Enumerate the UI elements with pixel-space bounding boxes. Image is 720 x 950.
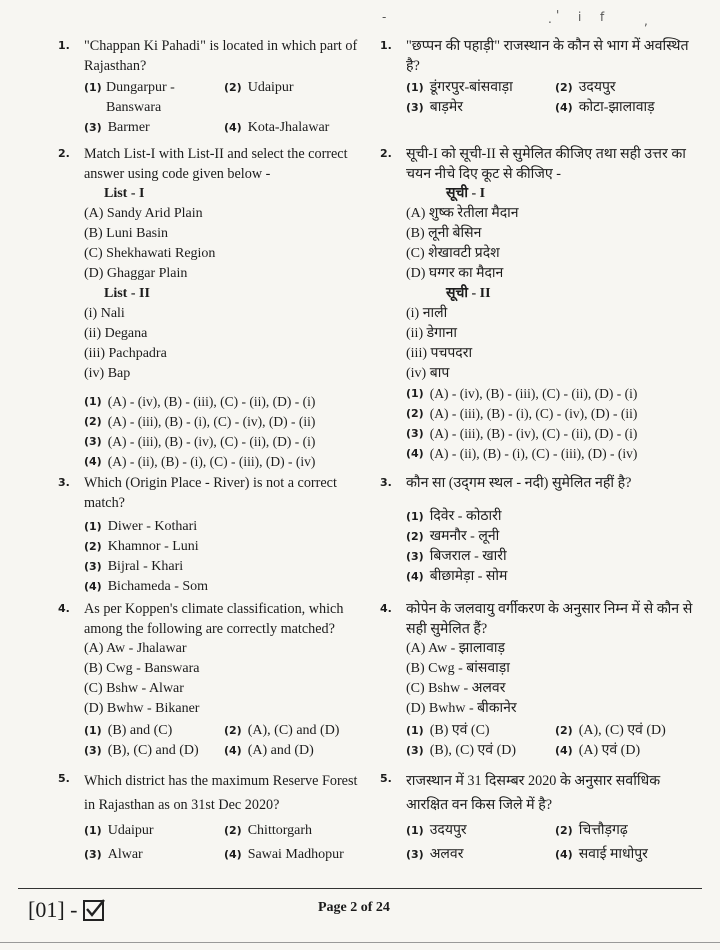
list-2-item: (ii) Degana — [84, 326, 148, 341]
hindi-column — [380, 36, 698, 865]
list-1-item: (B) लूनी बेसिन — [406, 226, 482, 241]
question-number: 1. — [58, 39, 70, 52]
options — [406, 821, 698, 865]
option-2: (2) Khamnor - Luni — [84, 539, 199, 554]
option-1: (1) (B) and (C) — [84, 723, 173, 738]
option-2: (2) (A) - (iii), (B) - (i), (C) - (iv), (D) - (ii) — [406, 406, 638, 421]
list-1-item: (C) शेखावटी प्रदेश — [406, 246, 500, 261]
option-4: (4) सवाई माधोपुर — [555, 847, 648, 862]
option-1: (1) (B) एवं (C) — [406, 723, 490, 738]
options — [406, 78, 698, 118]
option-3: (3) अलवर — [406, 847, 464, 862]
list-1-item: (C) Shekhawati Region — [84, 246, 216, 261]
statement-item: (D) Bwhw - बीकानेर — [406, 701, 517, 716]
question-3-hi — [380, 473, 698, 593]
list-1-item: (D) घग्गर का मैदान — [406, 266, 504, 281]
option-2: (2) (A), (C) and (D) — [224, 723, 340, 738]
question-2-hi — [380, 144, 698, 469]
list-1-item: (A) शुष्क रेतीला मैदान — [406, 206, 519, 221]
question-1-hi — [380, 36, 698, 136]
english-column — [58, 36, 358, 865]
scan-marks: - . ' i f , — [382, 8, 648, 28]
option-2: (2) (A) - (iii), (B) - (i), (C) - (iv), (D) - (ii) — [84, 414, 316, 429]
option-3: (3) (A) - (iii), (B) - (iv), (C) - (ii), (D) - (i) — [406, 426, 638, 441]
statement-item: (B) Cwg - Banswara — [84, 661, 200, 676]
list-1-item: (D) Ghaggar Plain — [84, 266, 188, 281]
question-number: 2. — [380, 147, 392, 160]
option-4: (4) Kota-Jhalawar — [224, 120, 330, 135]
option-3: (3) बिजराल - खारी — [406, 549, 507, 564]
question-stem: कोपेन के जलवायु वर्गीकरण के अनुसार निम्न में से कौन से सही सुमेलित हैं? — [406, 601, 693, 637]
footer-divider — [18, 888, 702, 889]
option-3: (3) Alwar — [84, 847, 143, 862]
options — [84, 821, 358, 865]
option-4: (4) Sawai Madhopur — [224, 847, 344, 862]
option-3: (3) बाड़मेर — [406, 100, 463, 115]
option-3: (3) (B), (C) एवं (D) — [406, 743, 517, 758]
question-stem: Which (Origin Place - River) is not a correct match? — [84, 475, 337, 511]
option-2: (2) Chittorgarh — [224, 823, 313, 838]
list-2-item: (ii) डेगाना — [406, 326, 457, 341]
option-3: (3) (A) - (iii), (B) - (iv), (C) - (ii), (D) - (i) — [84, 434, 316, 449]
question-number: 5. — [380, 772, 392, 785]
question-stem: As per Koppen's climate classification, which among the following are correctly matched? — [84, 601, 344, 637]
options — [84, 78, 358, 138]
option-2: (2) खमनौर - लूनी — [406, 529, 500, 544]
question-number: 1. — [380, 39, 392, 52]
list-2-item: (i) नाली — [406, 306, 448, 321]
question-5-hi — [380, 769, 698, 865]
option-4: (4) (A) - (ii), (B) - (i), (C) - (iii), (D) - (iv) — [84, 454, 316, 469]
list-1-heading: सूची - I — [446, 186, 486, 201]
question-stem: कौन सा (उद्‌गम स्थल - नदी) सुमेलित नहीं है? — [406, 475, 632, 491]
option-1: (1) Dungarpur - Banswara — [84, 80, 175, 115]
list-2-item: (iii) पचपदरा — [406, 346, 473, 361]
options — [406, 721, 698, 761]
statement-item: (A) Aw - झालावाड़ — [406, 641, 505, 656]
list-2-heading: सूची - II — [446, 286, 491, 301]
list-1-heading: List - I — [104, 186, 145, 201]
paper-code — [28, 897, 104, 923]
question-5-en — [58, 769, 358, 865]
list-2-item: (iv) बाप — [406, 366, 450, 381]
question-1-en — [58, 36, 358, 136]
option-1: (1) दिवेर - कोठारी — [406, 509, 502, 524]
question-stem: "Chappan Ki Pahadi" is located in which part of Rajasthan? — [84, 38, 358, 74]
question-number: 4. — [380, 602, 392, 615]
option-4: (4) Bichameda - Som — [84, 579, 209, 594]
question-stem: राजस्थान में 31 दिसम्बर 2020 के अनुसार सर्वाधिक आरक्षित वन किस जिले में है? — [406, 773, 661, 813]
options — [84, 517, 358, 597]
scan-edge — [0, 942, 720, 943]
question-number: 3. — [380, 476, 392, 489]
options — [406, 384, 698, 464]
question-4-en — [58, 599, 358, 759]
option-3: (3) Bijral - Khari — [84, 559, 184, 574]
option-3: (3) Barmer — [84, 120, 150, 135]
question-number: 5. — [58, 772, 70, 785]
option-1: (1) डूंगरपुर-बांसवाड़ा — [406, 80, 513, 95]
page-number: Page 2 of 24 — [318, 900, 390, 915]
options — [84, 392, 358, 472]
option-1: (1) Diwer - Kothari — [84, 519, 198, 534]
question-4-hi — [380, 599, 698, 759]
statement-item: (B) Cwg - बांसवाड़ा — [406, 661, 510, 676]
list-1-item: (A) Sandy Arid Plain — [84, 206, 203, 221]
option-1: (1) (A) - (iv), (B) - (iii), (C) - (ii), (D) - (i) — [406, 386, 638, 401]
question-stem: Match List-I with List-II and select the correct answer using code given below - — [84, 146, 348, 182]
option-4: (4) (A) एवं (D) — [555, 743, 641, 758]
question-stem: "छप्पन की पहाड़ी" राजस्थान के कौन से भाग में अवस्थित है? — [406, 38, 689, 74]
list-1-item: (B) Luni Basin — [84, 226, 168, 241]
statement-item: (A) Aw - Jhalawar — [84, 641, 187, 656]
list-2-heading: List - II — [104, 286, 150, 301]
option-4: (4) (A) and (D) — [224, 743, 314, 758]
question-stem: Which district has the maximum Reserve Forest in Rajasthan as on 31st Dec 2020? — [84, 773, 358, 813]
statement-item: (C) Bshw - Alwar — [84, 681, 184, 696]
options — [406, 507, 698, 587]
option-2: (2) चित्तौड़गढ़ — [555, 823, 628, 838]
option-1: (1) उदयपुर — [406, 823, 467, 838]
option-4: (4) (A) - (ii), (B) - (i), (C) - (iii), (D) - (iv) — [406, 446, 638, 461]
option-1: (1) Udaipur — [84, 823, 154, 838]
checkmark-box-icon — [83, 900, 104, 921]
question-number: 2. — [58, 147, 70, 160]
list-2-item: (i) Nali — [84, 306, 125, 321]
options — [84, 721, 358, 761]
question-3-en — [58, 473, 358, 593]
option-3: (3) (B), (C) and (D) — [84, 743, 199, 758]
option-2: (2) उदयपुर — [555, 80, 616, 95]
option-1: (1) (A) - (iv), (B) - (iii), (C) - (ii), (D) - (i) — [84, 394, 316, 409]
list-2-item: (iii) Pachpadra — [84, 346, 167, 361]
option-2: (2) (A), (C) एवं (D) — [555, 723, 666, 738]
option-2: (2) Udaipur — [224, 80, 294, 95]
paper-code-text: [01] - — [28, 897, 78, 922]
question-number: 3. — [58, 476, 70, 489]
statement-item: (C) Bshw - अलवर — [406, 681, 506, 696]
statement-item: (D) Bwhw - Bikaner — [84, 701, 200, 716]
question-2-en — [58, 144, 358, 469]
option-4: (4) कोटा-झालावाड़ — [555, 100, 655, 115]
question-stem: सूची-I को सूची-II से सुमेलित कीजिए तथा सही उत्तर का चयन नीचे दिए कूट से कीजिए - — [406, 146, 686, 182]
option-4: (4) बीछामेड़ा - सोम — [406, 569, 508, 584]
question-number: 4. — [58, 602, 70, 615]
list-2-item: (iv) Bap — [84, 366, 131, 381]
